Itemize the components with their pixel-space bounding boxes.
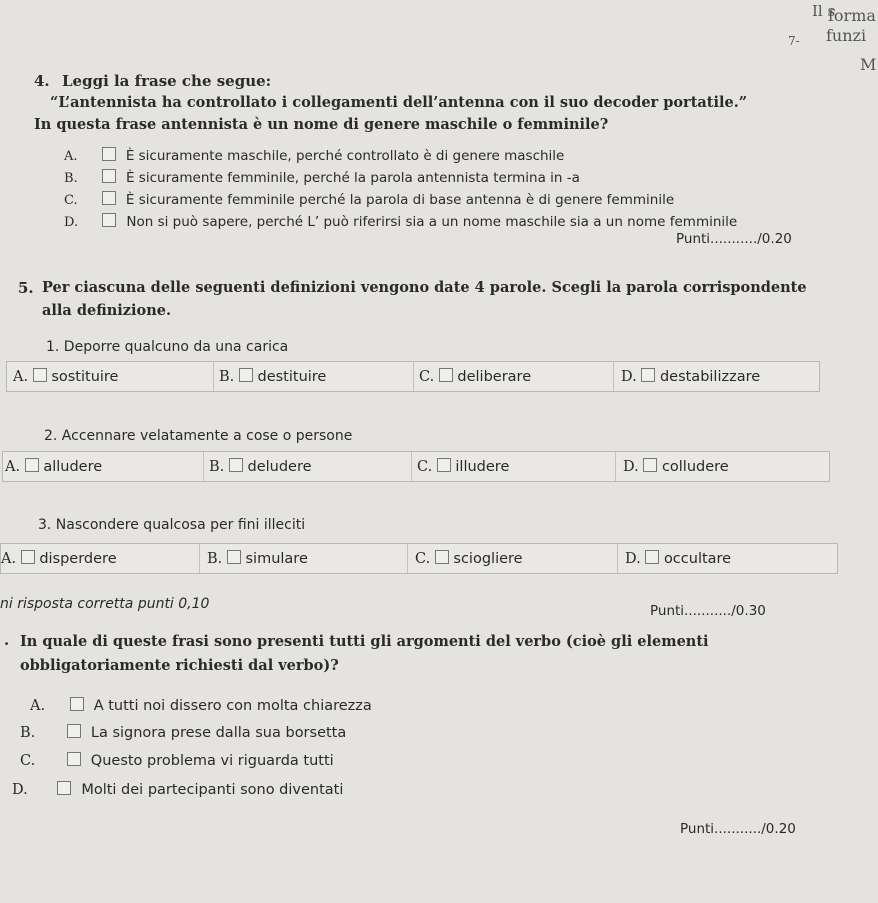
checkbox[interactable]: [102, 147, 116, 161]
checkbox[interactable]: [643, 458, 657, 472]
corner-fragment-4: M: [860, 55, 877, 74]
q5-item1-option-c[interactable]: C. deliberare: [419, 369, 532, 385]
q4-question: In questa frase antennista è un nome di genere maschile o femminile?: [34, 116, 609, 133]
checkbox[interactable]: [437, 458, 451, 472]
q5-scoring-note: ni risposta corretta punti 0,10: [0, 596, 210, 612]
q4-option-c[interactable]: C. È sicuramente femminile perché la parola di base antenna è di genere femminile: [64, 192, 675, 208]
checkbox[interactable]: [435, 550, 449, 564]
q5-punti: Punti.........../0.30: [650, 603, 766, 619]
q5-item1-label: 1. Deporre qualcuno da una carica: [46, 339, 289, 355]
q6-title-line1: In quale di queste frasi sono presenti tutti gli argomenti del verbo (cioè gli elementi: [20, 633, 709, 650]
q4-punti: Punti.........../0.20: [676, 231, 792, 247]
q5-item1-option-d[interactable]: D. destabilizzare: [621, 369, 761, 385]
q6-option-d[interactable]: D. Molti dei partecipanti sono diventati: [12, 782, 344, 798]
q5-title-line2: alla definizione.: [42, 302, 172, 319]
checkbox[interactable]: [67, 752, 81, 766]
q6-option-a[interactable]: A. A tutti noi dissero con molta chiarezza: [30, 698, 372, 714]
q6-punti: Punti.........../0.20: [680, 821, 796, 837]
q5-title-line1: Per ciascuna delle seguenti definizioni vengono date 4 parole. Scegli la parola corrispondente: [42, 279, 807, 296]
checkbox[interactable]: [67, 724, 81, 738]
checkbox[interactable]: [229, 458, 243, 472]
checkbox[interactable]: [102, 191, 116, 205]
q4-prompt: Leggi la frase che segue:: [62, 72, 272, 90]
q6-option-b[interactable]: B. La signora prese dalla sua borsetta: [20, 725, 347, 741]
q5-item3-options: [0, 543, 838, 574]
checkbox[interactable]: [102, 213, 116, 227]
corner-fragment-3: funzi: [826, 26, 867, 45]
corner-fragment-5: 7-: [788, 34, 800, 48]
q5-item3-option-d[interactable]: D. occultare: [625, 551, 732, 567]
q4-option-b[interactable]: B. È sicuramente femminile, perché la parola antennista termina in -a: [64, 170, 580, 186]
checkbox[interactable]: [21, 550, 35, 564]
q5-item3-option-b[interactable]: B. simulare: [207, 551, 308, 567]
q5-item3-option-c[interactable]: C. sciogliere: [415, 551, 523, 567]
corner-fragment-2: forma: [828, 6, 876, 25]
q5-item1-option-b[interactable]: B. destituire: [219, 369, 327, 385]
q5-item3-option-a[interactable]: A. disperdere: [1, 551, 117, 567]
q6-option-c[interactable]: C. Questo problema vi riguarda tutti: [20, 753, 334, 769]
q5-item3-label: 3. Nascondere qualcosa per fini illeciti: [38, 517, 306, 533]
q4-sentence: “L’antennista ha controllato i collegamenti dell’antenna con il suo decoder portatile.”: [50, 94, 748, 111]
checkbox[interactable]: [641, 368, 655, 382]
checkbox[interactable]: [33, 368, 47, 382]
q5-item1-option-a[interactable]: A. sostituire: [13, 369, 119, 385]
q5-item2-options: [2, 451, 830, 482]
checkbox[interactable]: [439, 368, 453, 382]
checkbox[interactable]: [645, 550, 659, 564]
checkbox[interactable]: [239, 368, 253, 382]
q5-number: 5.: [18, 279, 34, 297]
q5-item2-option-d[interactable]: D. colludere: [623, 459, 729, 475]
checkbox[interactable]: [70, 697, 84, 711]
q5-item2-option-a[interactable]: A. alludere: [5, 459, 103, 475]
q5-item2-label: 2. Accennare velatamente a cose o persone: [44, 428, 353, 444]
checkbox[interactable]: [25, 458, 39, 472]
checkbox[interactable]: [102, 169, 116, 183]
q4-option-a[interactable]: A. È sicuramente maschile, perché controllato è di genere maschile: [64, 148, 565, 164]
q5-item1-options: [6, 361, 820, 392]
checkbox[interactable]: [227, 550, 241, 564]
corner-fragment-1: Il s: [812, 2, 836, 20]
q6-title-line2: obbligatoriamente richiesti dal verbo)?: [20, 657, 339, 674]
q5-item2-option-b[interactable]: B. deludere: [209, 459, 312, 475]
q4-number: 4.: [34, 72, 50, 90]
q6-bullet: .: [4, 631, 10, 649]
q4-option-d[interactable]: D. Non si può sapere, perché L’ può riferirsi sia a un nome maschile sia a un nome femminile: [64, 214, 738, 230]
checkbox[interactable]: [57, 781, 71, 795]
q5-item2-option-c[interactable]: C. illudere: [417, 459, 510, 475]
